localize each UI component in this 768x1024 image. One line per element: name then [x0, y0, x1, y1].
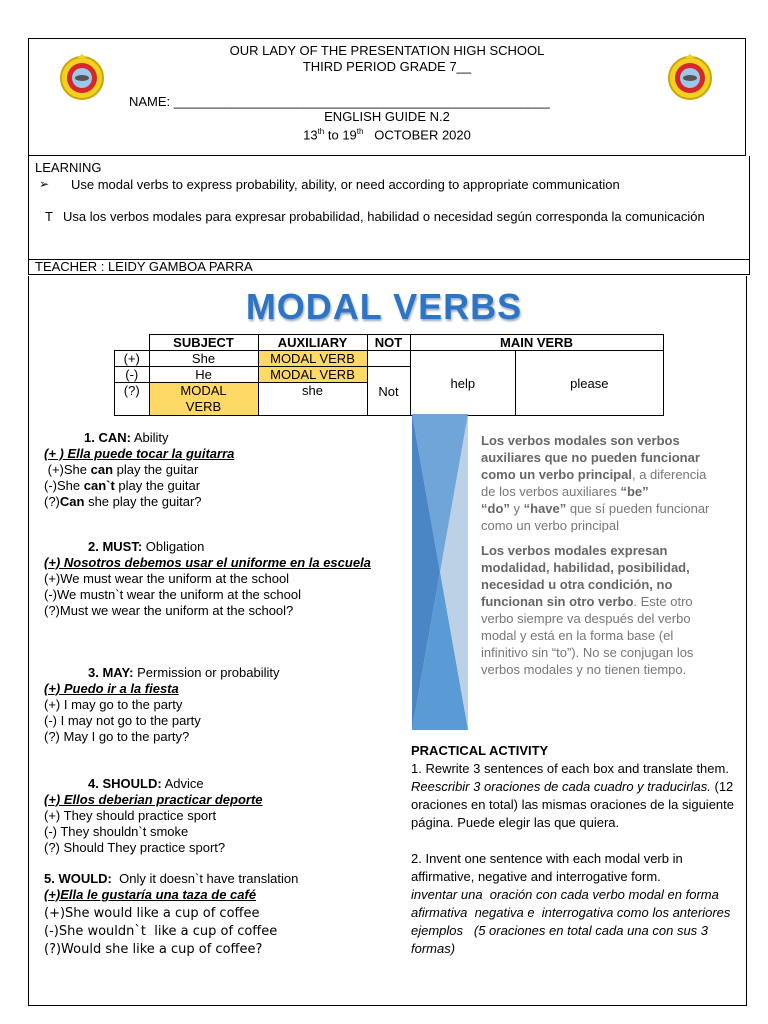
may-negative: (-) I may not go to the party [44, 713, 201, 728]
may-example: (+) Puedo ir a la fiesta [44, 681, 179, 696]
row-subject: He [149, 367, 258, 383]
can-heading: 1. CAN: [84, 430, 131, 445]
practical-task-2-es: inventar una oración con cada verbo modal en forma afirmativa negativa e interrogativa como los anteriores ejemplos (5 oraciones en total cada una con sus 3 formas) [411, 887, 735, 956]
row-not: Not [367, 367, 410, 416]
decorative-ribbon-icon [410, 414, 470, 730]
must-affirmative: (+)We must wear the uniform at the school [44, 571, 290, 586]
right-border [746, 276, 747, 1006]
bullet-marker: T [45, 209, 53, 224]
modal-verbs-explanation [481, 432, 717, 686]
learning-box [28, 156, 750, 260]
must-negative: (-)We mustn`t wear the uniform at the school [44, 587, 301, 602]
row-subject: MODAL VERB [149, 383, 258, 416]
name-field[interactable]: NAME: ____________________________________________________ [129, 94, 550, 109]
header-auxiliary: AUXILIARY [258, 335, 367, 351]
grammar-table [114, 334, 664, 416]
main-verb-cell: help [410, 351, 516, 416]
practical-task-2: 2. Invent one sentence with each modal verb in affirmative, negative and interrogative form. [411, 851, 683, 884]
would-negative: (-)She wouldn`t like a cup of coffee [44, 924, 278, 939]
must-heading: 2. MUST: [88, 539, 143, 554]
practical-activity [411, 742, 737, 958]
explanation-paragraph-2: Los verbos modales expresan modalidad, habilidad, posibilidad, necesidad u otra condición, no funcionan sin otro verbo. Este otro verbo siempre va después del verbo modal y está en la forma base (el infinitivo sin “to”). No se conjugan los verbos modales y no tienen tiempo. [481, 543, 694, 677]
can-example: (+ ) Ella puede tocar la guitarra [44, 446, 235, 461]
section-should [44, 776, 374, 856]
may-affirmative: (+) I may go to the party [44, 697, 183, 712]
may-heading: 3. MAY: [88, 665, 134, 680]
date-range: 13th to 19th OCTOBER 2020 [303, 127, 471, 143]
row-sign: (-) [115, 367, 150, 383]
learning-objective-es: Usa los verbos modales para expresar probabilidad, habilidad o necesidad según corresponda la comunicación [63, 209, 705, 224]
page-title: MODAL VERBS [245, 286, 523, 327]
header-box [28, 38, 746, 156]
practical-heading: PRACTICAL ACTIVITY [411, 743, 549, 758]
would-question: (?)Would she like a cup of coffee? [44, 942, 263, 957]
complement-cell: please [516, 351, 663, 416]
row-auxiliary: she [258, 383, 367, 416]
can-negative: (-)She can`t play the guitar [44, 478, 201, 493]
teacher-line: TEACHER : LEIDY GAMBOA PARRA [28, 259, 750, 275]
header-main-verb: MAIN VERB [410, 335, 663, 351]
learning-objective-en: Use modal verbs to express probability, ability, or need according to appropriate communication [71, 177, 620, 192]
learning-label: LEARNING [35, 160, 102, 175]
would-heading: 5. WOULD: [44, 871, 112, 886]
should-affirmative: (+) They should practice sport [44, 808, 217, 823]
can-affirmative: (+)She can play the guitar [44, 462, 199, 477]
should-heading: 4. SHOULD: [88, 776, 162, 791]
should-meaning: Advice [164, 776, 204, 791]
row-sign: (?) [115, 383, 150, 416]
must-example: (+) Nosotros debemos usar el uniforme en la escuela [44, 555, 371, 570]
practical-task-1: 1. Rewrite 3 sentences of each box and translate them. Reescribir 3 oraciones de cada cuadro y traducirlas. (12 oraciones en total) las mismas oraciones de la siguiente página. Puede elegir las que quiera. [411, 761, 735, 830]
bullet-arrow-icon: ➢ [39, 177, 50, 191]
explanation-paragraph-1: Los verbos modales son verbos auxiliares que no pueden funcionar como un verbo principal, a diferencia de los verbos auxiliares “be” “do” y “have” que sí pueden funcionar como un verbo principal [481, 433, 710, 533]
section-must [44, 539, 374, 619]
may-meaning: Permission or probability [137, 665, 280, 680]
should-question: (?) Should They practice sport? [44, 840, 226, 855]
left-border [28, 276, 29, 1006]
table-row [115, 351, 664, 367]
school-name: OUR LADY OF THE PRESENTATION HIGH SCHOOL [229, 43, 545, 58]
row-subject: She [149, 351, 258, 367]
section-would [44, 871, 384, 959]
section-can [44, 430, 374, 510]
would-example: (+)Ella le gustaría una taza de café [44, 887, 257, 902]
should-negative: (-) They shouldn`t smoke [44, 824, 189, 839]
bottom-border [28, 1005, 747, 1006]
row-auxiliary: MODAL VERB [258, 351, 367, 367]
header-not: NOT [367, 335, 410, 351]
would-affirmative: (+)She would like a cup of coffee [44, 906, 260, 921]
row-auxiliary: MODAL VERB [258, 367, 367, 383]
can-question: (?)Can she play the guitar? [44, 494, 202, 509]
guide-title: ENGLISH GUIDE N.2 [324, 109, 450, 124]
row-sign: (+) [115, 351, 150, 367]
table-header-row [115, 335, 664, 351]
row-not [367, 351, 410, 367]
would-meaning: Only it doesn`t have translation [111, 871, 299, 886]
must-meaning: Obligation [145, 539, 205, 554]
must-question: (?)Must we wear the uniform at the school? [44, 603, 294, 618]
period-grade: THIRD PERIOD GRADE 7__ [302, 59, 472, 74]
section-may [44, 665, 374, 745]
should-example: (+) Ellos deberian practicar deporte [44, 792, 263, 807]
may-question: (?) May I go to the party? [44, 729, 190, 744]
can-meaning: Ability [133, 430, 169, 445]
header-subject: SUBJECT [149, 335, 258, 351]
